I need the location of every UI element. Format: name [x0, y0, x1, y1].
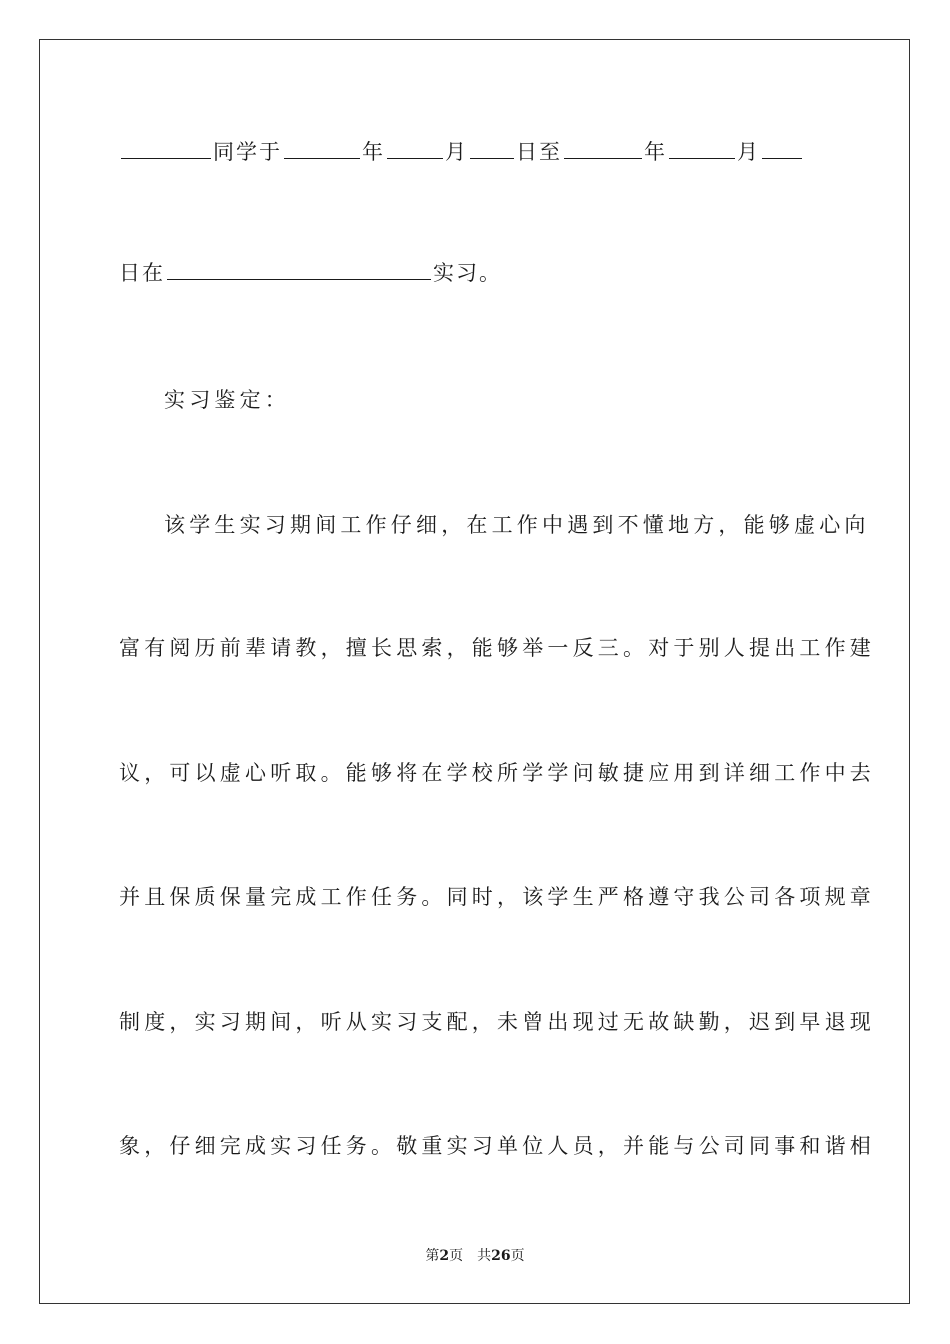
text-student: 同学于	[213, 140, 282, 164]
body-line-6: 象，仔细完成实习任务。敬重实习单位人员，并能与公司同事和谐相	[119, 1134, 875, 1158]
footer-total-pages: 26	[491, 1248, 511, 1264]
footer-page-number: 2	[439, 1248, 450, 1264]
body-line-3: 议，可以虚心听取。能够将在学校所学学问敏捷应用到详细工作中去	[119, 761, 875, 785]
body-line-1: 该学生实习期间工作仔细，在工作中遇到不懂地方，能够虚心向	[164, 513, 870, 537]
page-border	[39, 39, 910, 1304]
body-line-4: 并且保质保量完成工作任务。同时，该学生严格遵守我公司各项规章	[119, 885, 875, 909]
footer-prefix: 第	[425, 1248, 440, 1264]
page-footer	[0, 1247, 950, 1265]
footer-suffix: 页	[510, 1248, 525, 1264]
text-year-2: 年	[644, 140, 667, 164]
text-month: 月	[445, 140, 468, 164]
text-internship: 实习。	[433, 261, 502, 285]
end-month-blank[interactable]	[669, 138, 735, 159]
start-month-blank[interactable]	[387, 138, 443, 159]
text-year: 年	[362, 140, 385, 164]
start-day-blank[interactable]	[470, 138, 514, 159]
text-month-2: 月	[737, 140, 760, 164]
end-year-blank[interactable]	[564, 138, 642, 159]
body-line-5: 制度，实习期间，听从实习支配，未曾出现过无故缺勤，迟到早退现	[119, 1010, 875, 1034]
start-year-blank[interactable]	[284, 138, 360, 159]
form-line-2	[119, 258, 831, 288]
footer-mid: 页 共	[449, 1248, 492, 1264]
text-day-at: 日在	[119, 261, 165, 285]
company-blank[interactable]	[167, 259, 431, 280]
end-day-blank[interactable]	[762, 138, 802, 159]
body-line-2: 富有阅历前辈请教，擅长思索，能够举一反三。对于别人提出工作建	[119, 636, 875, 660]
form-line-1	[119, 137, 831, 167]
name-blank[interactable]	[121, 138, 211, 159]
text-day-to: 日至	[516, 140, 562, 164]
section-label: 实习鉴定：	[164, 388, 290, 412]
